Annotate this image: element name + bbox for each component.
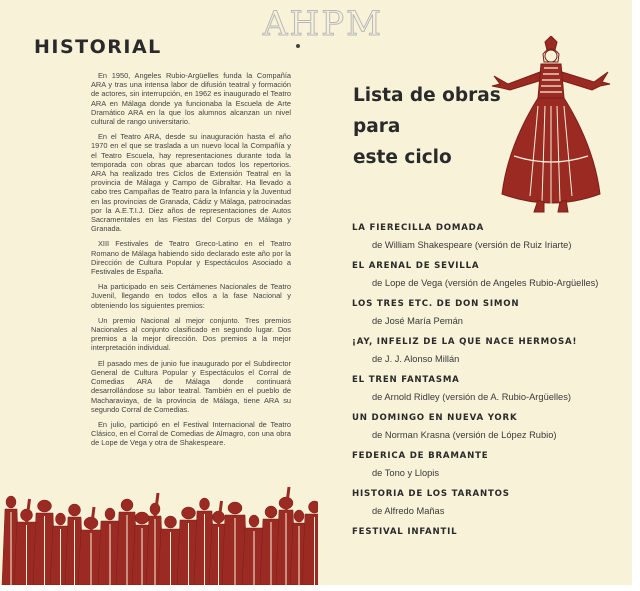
history-paragraph: En julio, participó en el Festival Internacional de Teatro Clásico, en el Corral de Comedias de Almagro, con una obra de Lope de Vega y otra de Shakespeare. xyxy=(91,419,291,448)
crowd-head xyxy=(309,501,319,513)
crowd-head xyxy=(200,498,210,510)
work-item xyxy=(352,526,630,539)
work-author: de J. J. Alonso Millán xyxy=(372,354,460,364)
work-item xyxy=(352,374,630,404)
work-item xyxy=(352,260,630,290)
works-list-title-line: este ciclo xyxy=(353,147,452,168)
work-item xyxy=(352,222,630,252)
crowd-head xyxy=(294,510,304,522)
crowd-head xyxy=(265,506,277,518)
work-title: FEDERICA DE BRAMANTE xyxy=(352,451,489,461)
crowd-head xyxy=(228,502,242,514)
works-list-title-line: para xyxy=(353,116,401,137)
works-list xyxy=(352,222,630,547)
history-text xyxy=(91,71,291,454)
fold-mark xyxy=(296,44,300,48)
crowd-head xyxy=(56,513,66,525)
work-title: LOS TRES ETC. DE DON SIMON xyxy=(352,299,520,309)
work-author: de Tono y Llopis xyxy=(372,468,440,478)
work-title: EL TREN FANTASMA xyxy=(352,375,460,385)
crowd-illustration xyxy=(0,484,318,585)
dancer-illustration xyxy=(488,36,614,214)
history-paragraph: En el Teatro ARA, desde su inauguración hasta el año 1970 en el que se traslada a un nuevo local la Compañía y el Teatro Escuela, hay representaciones durante toda la temporada con obras que abarcan todos los repertorios. ARA ha realizado tres Ciclos de Extensión Teatral en la provincia de Málaga y Campo de Gibraltar. Ha llevado a cabo tres Campañas de Teatro para la Infancia y la Juventud en las provincias de Granada, Cádiz y Málaga, patrocinadas por la A.E.T.I.J. Diez años de representaciones de Autos Sacramentales en las Fiestas del Corpus de Málaga y Granada. xyxy=(91,132,291,234)
history-paragraph: El pasado mes de junio fue inaugurado por el Subdirector General de Cultura Popular y Espectáculos el Corral de Comedias ARA de Málaga donde continuará desarrollándose su labor teatral. También en el pueblo de Macharaviaya, de la provincia de Málaga, tiene ARA su segundo Corral de Comedias. xyxy=(91,358,291,414)
work-item xyxy=(352,450,630,480)
work-author: de William Shakespeare (versión de Ruiz Iriarte) xyxy=(372,240,572,250)
history-paragraph: Ha participado en seis Certámenes Nacionales de Teatro Juvenil, llegando en todos ellos a la fase Nacional y obteniendo los siguientes premios: xyxy=(91,282,291,310)
work-title: HISTORIA DE LOS TARANTOS xyxy=(352,489,510,499)
crowd-head xyxy=(121,499,133,511)
crowd-head xyxy=(6,496,16,508)
crowd-head xyxy=(165,516,177,528)
crowd-head xyxy=(182,507,196,519)
work-author: de Arnold Ridley (versión de A. Rubio-Argüelles) xyxy=(372,392,571,402)
works-list-title-line: Lista de obras xyxy=(353,85,501,106)
work-author: de José María Pemán xyxy=(372,316,463,326)
historial-title: HISTORIAL xyxy=(34,36,162,58)
work-title: ¡AY, INFELIZ DE LA QUE NACE HERMOSA! xyxy=(352,337,578,347)
crowd-head xyxy=(105,508,115,520)
work-item xyxy=(352,298,630,328)
work-author: de Norman Krasna (versión de López Rubio) xyxy=(372,430,557,440)
work-title: FESTIVAL INFANTIL xyxy=(352,527,458,537)
watermark: AHPM xyxy=(263,4,383,44)
work-author: de Lope de Vega (versión de Angeles Rubio-Argüelles) xyxy=(372,278,599,288)
history-paragraph: En 1950, Angeles Rubio-Argüelles funda la Compañía ARA y tras una intensa labor de difusión teatral y formación de actores, sin interrupción, en 1962 es inaugurado el Teatro ARA en Málaga donde ya funcionaba la Escuela de Arte Dramático ARA en la que los alumnos alcanzan un nivel cultural de rango universitario. xyxy=(91,71,291,127)
history-paragraph: XIII Festivales de Teatro Greco-Latino en el Teatro Romano de Málaga habiendo sido declarado este año por la Dirección de Cultura Popular y Espectáculos Asociado a Festivales de España. xyxy=(91,239,291,277)
crowd-body xyxy=(302,514,318,585)
work-title: LA FIERECILLA DOMADA xyxy=(352,223,485,233)
work-author: de Alfredo Mañas xyxy=(372,506,445,516)
crowd-head xyxy=(69,504,81,516)
work-item xyxy=(352,488,630,518)
work-item xyxy=(352,336,630,366)
history-paragraph: Un premio Nacional al mejor conjunto. Tres premios Nacionales al conjunto clasificado en segundo lugar. Dos premios a la mejor dirección. Dos premios a la mejor interpretación individual. xyxy=(91,315,291,353)
crowd-head xyxy=(135,512,149,524)
crowd-head xyxy=(249,515,259,527)
works-list-title xyxy=(353,80,501,173)
work-title: UN DOMINGO EN NUEVA YORK xyxy=(352,413,518,423)
work-item xyxy=(352,412,630,442)
crowd-head xyxy=(38,500,52,512)
work-title: EL ARENAL DE SEVILLA xyxy=(352,261,480,271)
